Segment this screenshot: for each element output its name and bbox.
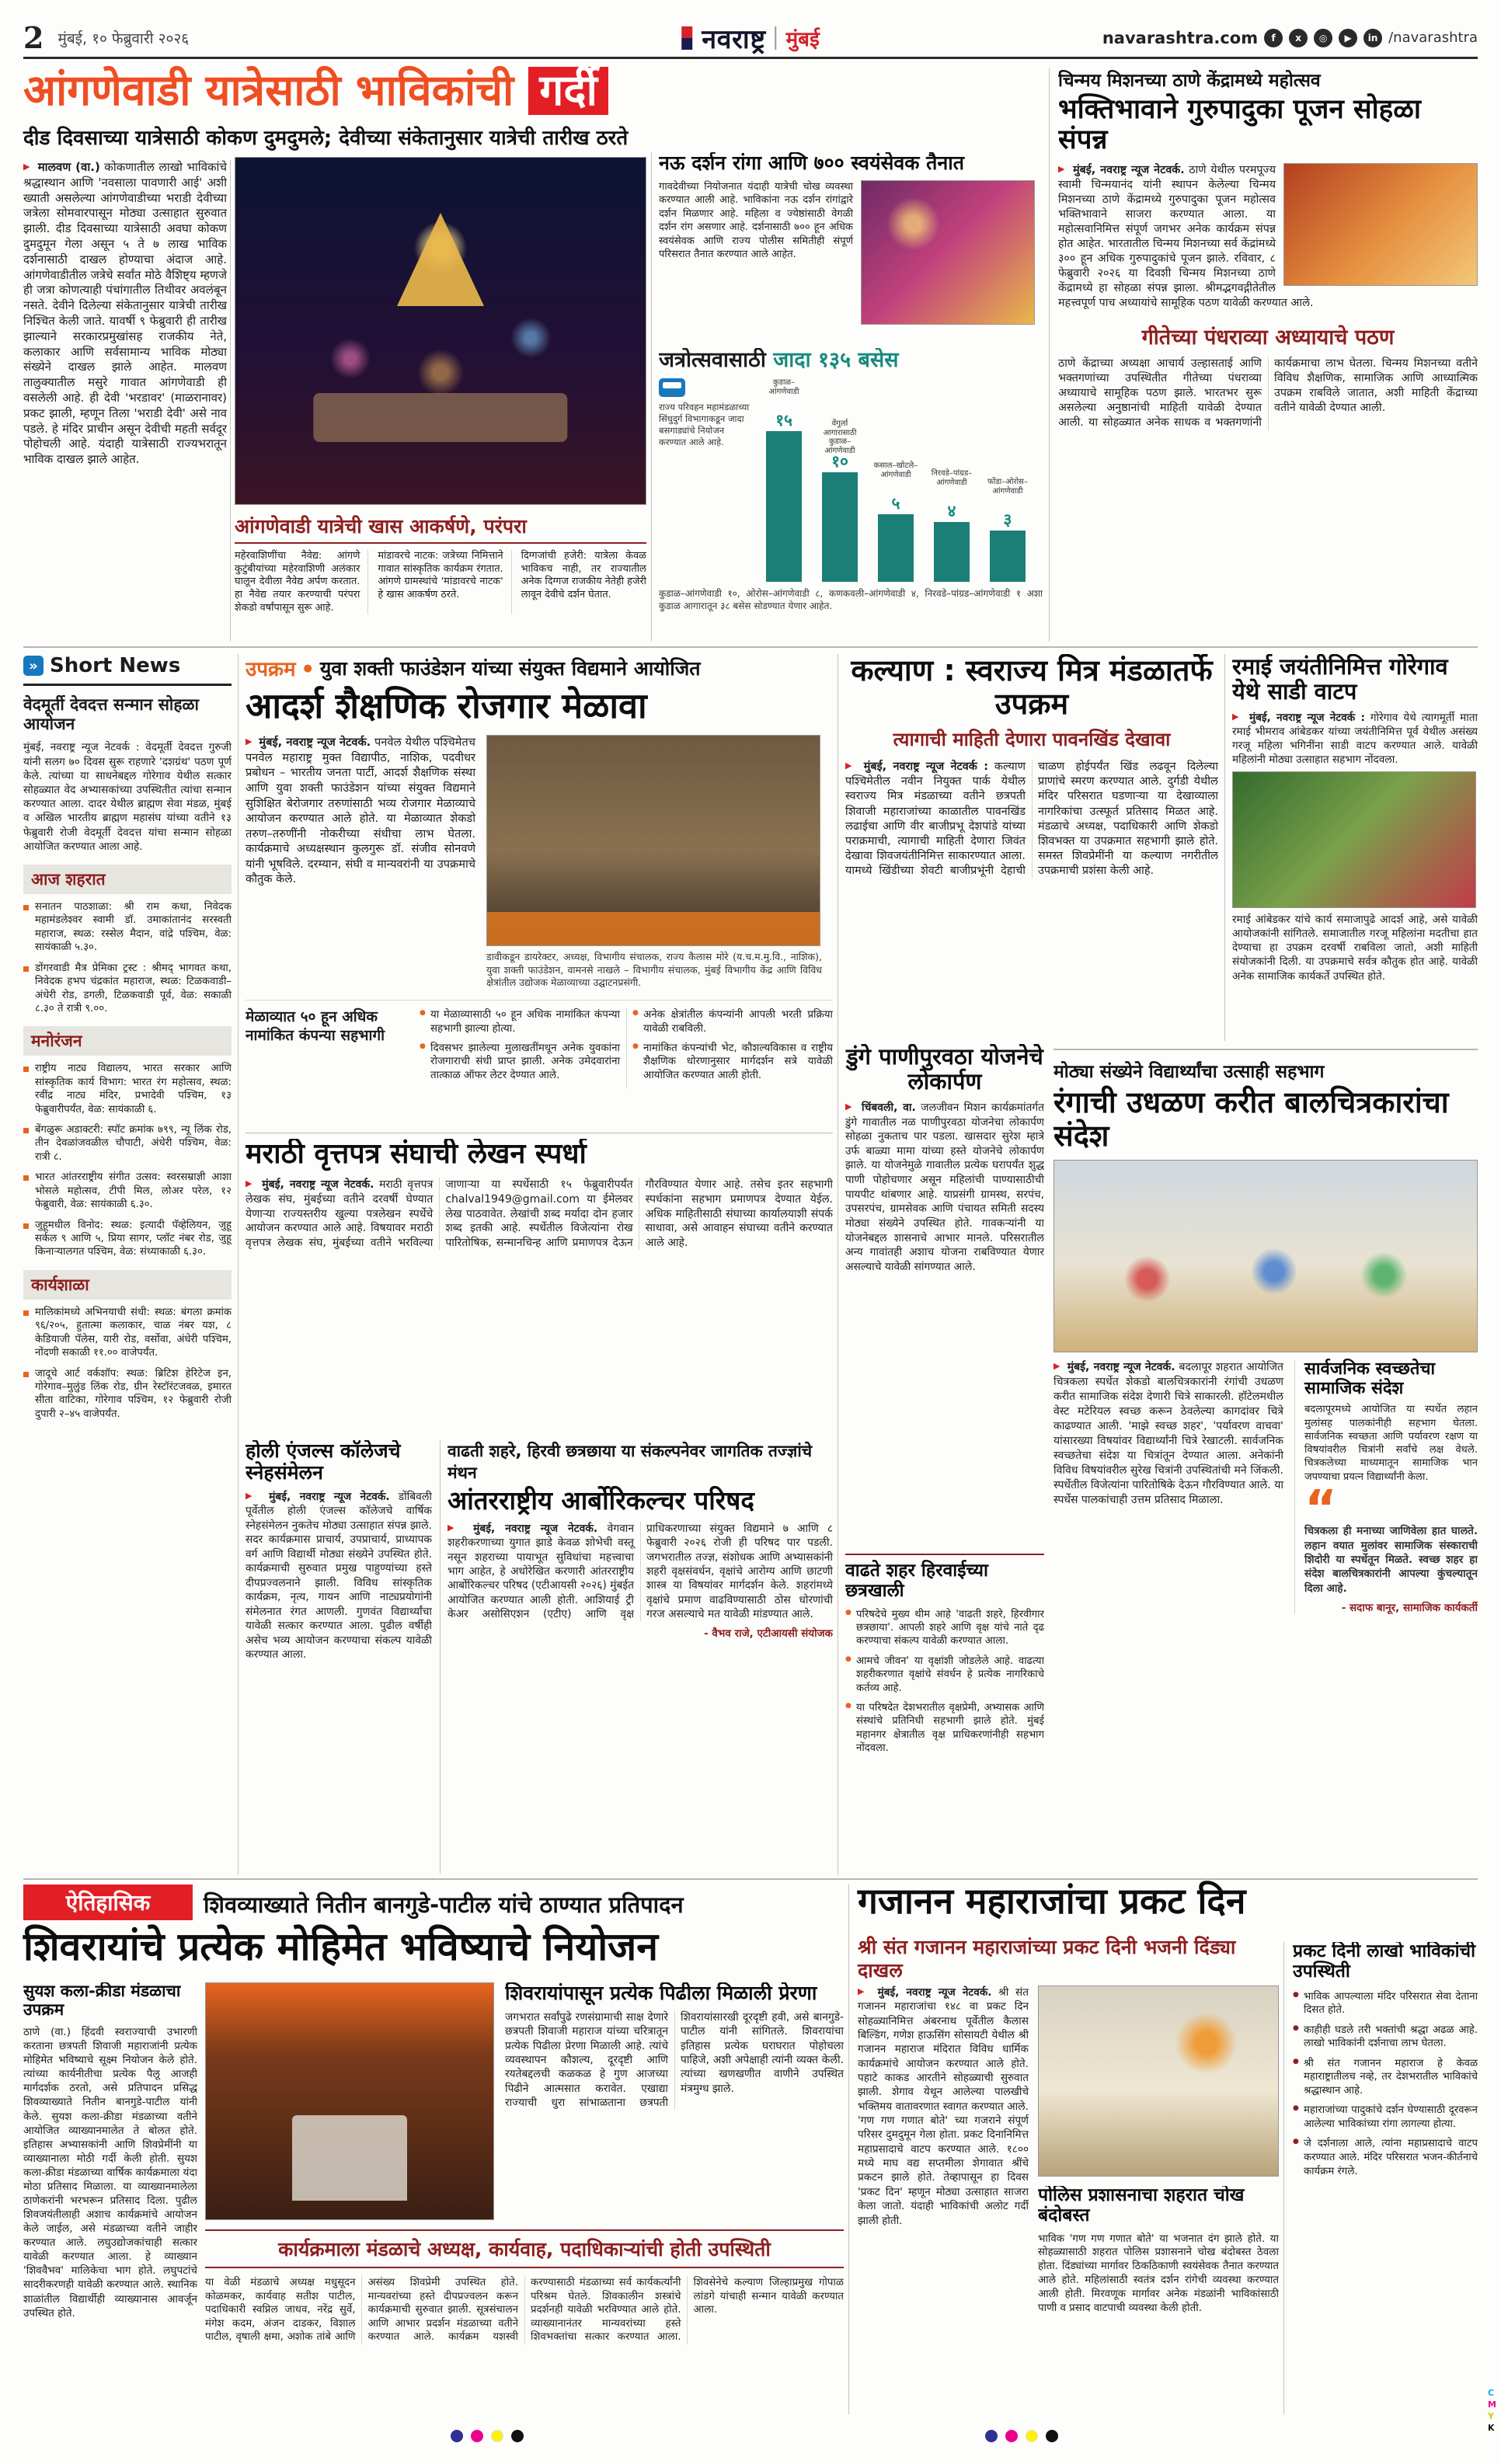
lekhan-body-block	[246, 1178, 833, 1250]
shiv-left-body: ठाणे (वा.) हिंदवी स्वराज्याची उभारणी करताना छत्रपती शिवाजी महाराजांनी प्रत्येक मोहिमेत भविष्याचे सूक्ष्म नियोजन केले होते. त्यांच्या कार्यनीतीचा प्रत्येक पैलू आजही मार्गदर्शक ठरतो, असे प्रतिपादन प्रसिद्ध शिवव्याख्याते नितीन बानगुडे-पाटील यांनी केले. सुयश कला-क्रीडा मंडळाच्या वतीने आयोजित व्याख्यानमालेत ते बोलत होते. इतिहास अभ्यासकांनी आणि शिवप्रेमींनी या व्याख्यानाला मोठी गर्दी केली होती. सुयश कला-क्रीडा मंडळाच्या वार्षिक कार्यक्रमाला यंदा मोठा प्रतिसाद मिळाला. या व्याख्यानमालेला ठाणेकरांनी भरभरून प्रतिसाद दिला. पुढील शिवजयंतीलाही अशाच कार्यक्रमांचे आयोजन केले जाईल, असे मंडळाच्या वतीने जाहीर करण्यात आले. लघुउद्योजकांचाही सत्कार यावेळी करण्यात आला. हे व्याख्यान 'शिववैभव' मालिकेचा भाग होते. लघुपटांचे सादरीकरणही यावेळी करण्यात आले. स्थानिक शाळांतील विद्यार्थीही व्याख्यानास आवर्जून उपस्थित होते.	[23, 2026, 197, 2320]
masthead	[681, 20, 820, 56]
arbo-body: वेगवान शहरीकरणाच्या युगात झाडे केवळ शोभेची वस्तू नसून शहराच्या पायाभूत सुविधांचा महत्त्वाचा भाग आहेत, हे अधोरेखित करणारी आंतरराष्ट्रीय आर्बोरिकल्चर परिषद (एटीआयसी २०२६) मुंबईत आयोजित करण्यात आली होती. आशियाई ट्री केअर असोसिएशन (एटीए) आणि वृक्ष प्राधिकरणाच्या संयुक्त विद्यमाने ७ आणि ८ फेब्रुवारी २०२६ रोजी ही परिषद पार पडली. जगभरातील तज्ज्ञ, संशोधक आणि अभ्यासकांनी शहरी वृक्षसंवर्धन, वृक्षांचे आरोग्य आणि छाटणी शास्त्र या विषयांवर मार्गदर्शन केले. शहरांमध्ये वृक्षांचे प्रमाण वाढविण्यासाठी ठोस धोरणांची गरज असल्याचे मत यावेळी मांडण्यात आले.	[448, 1522, 833, 1621]
page-header	[23, 19, 1478, 59]
x-icon: x	[1289, 29, 1308, 47]
jobfair-stage-photo	[486, 735, 820, 946]
list-item: ● जे दर्शनाला आले, त्यांना महाप्रसादाचे वाटप करण्यात आले. मंदिर परिसरात भजन-कीर्तनाचे कार्यक्रम रंगले.	[1293, 2137, 1478, 2178]
kalyan-body: कल्याण पश्चिमेतील नवीन नियुक्त पार्क येथील स्वराज्य मित्र मंडळाच्या वतीने छत्रपती शिवाजी महाराजांच्या काळातील पावनखिंड लढाईचा आणि वीर बाजीप्रभू देशपांडे यांच्या पराक्रमाची, त्यागाची माहिती देणारा जिवंत देखावा शिवजयंतीनिमित्त साकारण्यात आला. यामध्ये खिंडीच्या शेवटी बाजीप्रभूंनी देहाची चाळण होईपर्यंत खिंड लढवून दिलेल्या प्राणांचे स्मरण करण्यात आले. दुर्गडी येथील मंदिर परिसरात घडणाऱ्या या देखाव्याला नागरिकांचा उत्स्फूर्त प्रतिसाद मिळत आहे. मंडळाचे अध्यक्ष, पदाधिकारी आणि शेकडो शिवभक्त या उपक्रमात सहभागी झाले होते. समस्त शिवप्रेमींनी या कल्याण नगरीतील उपक्रमाची प्रशंसा केली आहे.	[845, 760, 1218, 878]
workshop-list	[23, 1306, 232, 1421]
chart-title	[659, 348, 1043, 372]
list-item: ● महाराजांच्या पादुकांचे दर्शन घेण्यासाठी दूरवरून आलेल्या भाविकांच्या रांगा लागल्या होत्या.	[1293, 2104, 1478, 2131]
jobfair-dateline: मुंबई, नवराष्ट्र न्यूज नेटवर्क.	[259, 736, 371, 750]
chart-bar-1: वेंगुर्ला आगारासाठी कुडाळ–आंगणेवाडी १०	[814, 419, 865, 582]
ramai-body-top: गोरेगाव येथे त्यागमूर्ती माता रमाई भीमराव आंबेडकर यांच्या जयंतीनिमित्त पूर्व येथील असंख्य गरजू महिला भगिनींना साडी वाटप करण्यात आले. यावेळी महिलांनी मोठ्या उत्साहात सहभाग नोंदवला.	[1232, 711, 1478, 767]
paragraph-arrow-icon: ▶	[246, 736, 252, 747]
shortnews-lead-body: मुंबई, नवराष्ट्र न्यूज नेटवर्क : वेदमूर्ती देवदत्त गुरुजी यांनी सलग ७० दिवस सुरू राहणारे 'दशग्रंथ' पठण पूर्ण केले. त्यांच्या या साधनेबद्दल गोरेगाव येथील सत्कार सोहळ्यात वेद अभ्यासकांच्या उपस्थितीत त्यांचा सन्मान करण्यात आला. दादर येथील ब्राह्मण सेवा मंडळ, मुंबई व अखिल भारतीय ब्राह्मण महासंघ यांच्या वतीने १३ फेब्रुवारी रोजी वेदमूर्ती देवदत्त यांचा सन्मान सोहळा आयोजित करण्यात आला आहे.	[23, 741, 232, 853]
jobfair-body: पनवेल येथील पश्चिमेतच पनवेल महाराष्ट्र मुक्त विद्यापीठ, नाशिक, पदवीधर प्रबोधन – भारतीय जनता पार्टी, आदर्श शैक्षणिक संस्था आणि युवा शक्ती फाउंडेशन यांच्या संयुक्त विद्यमाने सुशिक्षित बेरोजगार तरुणांसाठी भव्य रोजगार मेळाव्याचे आयोजन करण्यात आले होते. या मेळाव्यात शेकडो तरुण–तरुणींनी नोकरीच्या संधीचा लाभ घेतला. कार्यक्रमाचे अध्यक्षस्थान कुलगुरू डॉ. संजीव सोनवणे यांनी भूषविले. दरम्यान, संघी व मान्यवरांनी या उपक्रमाचे कौतुक केले.	[246, 736, 475, 886]
lead-dateline: मालवण (वा.)	[37, 160, 100, 174]
geeta-sub-headline: गीतेच्या पंधराव्या अध्यायाचे पठण	[1141, 325, 1395, 350]
yellow-letter: Y	[1488, 2411, 1495, 2421]
chart-bottom-note: कुडाळ–आंगणेवाडी १०, ओरोस–आंगणेवाडी ८, कणकवली–आंगणेवाडी ४, निरवडे–पांग्रड–आंगणेवाडी १ अशा कुडाळ आगारातून ३८ बसेस सोडण्यात येणार आहेत.	[659, 588, 1043, 611]
lekhan-article	[246, 1139, 833, 1432]
quote-attribution: - सदाफ बानूर, सामाजिक कार्यकर्ती	[1341, 1602, 1478, 1615]
quote-text: चित्रकला ही मनाच्या जाणिवेला हात घालते. लहान वयात मुलांवर सामाजिक संस्काराची शिदोरी या स्पर्धेतून मिळते. स्वच्छ शहर हा संदेश बालचित्रकारांनी आपल्या कुंचल्यातून दिला आहे.	[1304, 1525, 1478, 1595]
extra-buses-chart	[659, 348, 1043, 642]
feature-col-3: दिग्गजांची हजेरी: यात्रेला केवळ भाविकच नाही, तर राज्यातील अनेक दिग्गज राजकीय नेतेही हजेरी लावून देवीचे दर्शन घेतात.	[521, 550, 646, 600]
gajanan-headline: गजानन महाराजांचा प्रकट दिन	[858, 1880, 1246, 1922]
chart-bar-2: कसाल–खोटले–आंगणेवाडी ५	[870, 461, 921, 582]
gajanan-subhead: श्री संत गजानन महाराजांच्या प्रकट दिनी भजनी दिंड्या दाखल	[858, 1936, 1236, 1982]
police-title: पोलिस प्रशासनाचा शहरात चोख बंदोबस्त	[1038, 2186, 1245, 2226]
list-item: ● परिषदेचे मुख्य थीम आहे 'वाढती शहरे, हिरवीगार छत्रछाया'. आपली शहरे आणि वृक्ष यांचे नाते दृढ करण्याचा संकल्प यावेळी करण्यात आला.	[845, 1608, 1044, 1648]
list-item: डोंगरवाडी मैत्र प्रेमिका ट्रस्ट : श्रीमद् भागवत कथा, निवेदक हभप चंद्रकांत महाराज, स्थळ: टिळकवाडी–अंधेरी रोड, डगली, टिळकवाडी पूर्व, वेळ: सकाळी ८.३० ते रात्री ९.००.	[23, 962, 232, 1016]
magenta-dot-icon	[471, 2430, 483, 2442]
social-message-title: सार्वजनिक स्वच्छतेचा सामाजिक संदेश	[1304, 1359, 1436, 1398]
features-title: आंगणेवाडी यात्रेची खास आकर्षणे, परंपरा	[235, 513, 646, 544]
devotees-title: प्रकट दिनी लाखो भाविकांची उपस्थिती	[1293, 1942, 1476, 1982]
section-bar-entertainment: मनोरंजन	[23, 1026, 232, 1056]
yellow-dot-icon	[1026, 2430, 1038, 2442]
guru-headline: भक्तिभावाने गुरुपादुका पूजन सोहळा संपन्न	[1058, 94, 1421, 156]
list-item: राष्ट्रीय नाट्य विद्यालय, भारत सरकार आणि सांस्कृतिक कार्य विभाग: भारत रंग महोत्सव, स्थळ: रवींद्र नाट्य मंदिर, प्रभादेवी पश्चिम, १३ फेब्रुवारीपर्यंत, वेळ: सायंकाळी ६.	[23, 1062, 232, 1116]
speaker-podium-photo	[205, 1982, 494, 2220]
jobfair-bullets	[420, 1008, 833, 1088]
ramai-body-top-block	[1232, 711, 1478, 767]
ramai-headline: रमाई जयंतीनिमित्त गोरेगाव येथे साडी वाटप	[1232, 654, 1448, 705]
section-bar-city: आज शहरात	[23, 865, 232, 894]
shiv-box-body: या वेळी मंडळाचे अध्यक्ष मधुसूदन कोळमकर, कार्यवाह सतीश पाटील, पदाधिकारी स्वप्निल जाधव, नरेंद्र सुर्वे, मंगेश कदम, अंजन दाडकर, विशाल पाटील, वृषाली क्षमा, अशोक तांबे आणि असंख्य शिवप्रेमी उपस्थित होते. मान्यवरांच्या हस्ते दीपप्रज्वलन करून कार्यक्रमाची सुरुवात झाली. सूत्रसंचालन आणि आभार प्रदर्शन मंडळाच्या वतीने करण्यात आले. कार्यक्रम यशस्वी करण्यासाठी मंडळाच्या सर्व कार्यकर्त्यांनी परिश्रम घेतले. शिवकालीन शस्त्रांचे प्रदर्शनही यावेळी भरविण्यात आले होते. व्याख्यानानंतर मान्यवरांच्या हस्ते शिवभक्तांचा सत्कार करण्यात आला. शिवसेनेचे कल्याण जिल्हाप्रमुख गोपाळ लांडगे यांचाही सन्मान यावेळी करण्यात आला.	[205, 2277, 844, 2344]
shiv-center-body: जगभरात सर्वांपुढे रणसंग्रामाची साक्ष देणारे छत्रपती शिवाजी महाराज यांच्या चरित्रातून प्रत्येक पिढीला प्रेरणा मिळाली आहे. त्यांचे व्यवस्थापन कौशल्य, दूरदृष्टी आणि रयतेबद्दलची कळकळ हे गुण आजच्या पिढीने आत्मसात करावेत. एखाद्या राज्याची धुरा सांभाळताना छत्रपती शिवरायांसारखी दूरदृष्टी हवी, असे बानगुडे-पाटील यांनी सांगितले. शिवरायांचा इतिहास प्रत्येक घराघरात पोहोचला पाहिजे, अशी अपेक्षाही त्यांनी व्यक्त केली. त्यांच्या खणखणीत वाणीने उपस्थित मंत्रमुग्ध झाले.	[505, 2011, 844, 2110]
list-item: सनातन पाठशाळा: श्री राम कथा, निवेदक महामंडलेश्वर स्वामी डॉ. उमाकांतानंद सरस्वती महाराज, स्थळ: रस्सेल मैदान, वांद्रे पश्चिम, वेळ: सायंकाळी ५.३०.	[23, 900, 232, 955]
arbo-side-bullets	[845, 1608, 1044, 1756]
lead-headline-highlight: गर्दी	[528, 67, 608, 115]
lead-deck: दीड दिवसाच्या यात्रेसाठी कोकण दुमदुमले; देवीच्या संकेतानुसार यात्रेची तारीख ठरते	[23, 127, 629, 150]
chart-title-line1: जत्रोत्सवासाठी	[659, 348, 766, 372]
feature-col-1: महेरवाशिणींचा नैवेद्य: आंगणे कुटुंबीयांच्या महेरवाशिणी अलंकार घालून देवीला नैवेद्य अर्पण करतात. हा नैवेद्य तयार करण्याची परंपरा शेकडो वर्षांपासून सुरू आहे.	[235, 550, 368, 614]
youtube-icon: ▶	[1339, 29, 1357, 47]
quote-icon: “	[1304, 1481, 1338, 1539]
gajanan-body: श्री संत गजानन महाराजांचा १४८ वा प्रकट दिन सोहळ्यानिमित्त अंबरनाथ पूर्वेतील कैलास बिल्डिंग, गणेश हाऊसिंग सोसायटी येथील श्री गजानन महाराज मंदिरात विविध धार्मिक कार्यक्रमांचे आयोजन करण्यात आले होते. पहाटे काकड आरतीने सोहळ्याची सुरुवात झाली. शेगाव येथून आलेल्या पालखीचे भक्तिमय वातावरणात स्वागत करण्यात आले. 'गण गण गणात बोते' च्या गजराने संपूर्ण परिसर दुमदुमून गेला होता. प्रकट दिनानिमित्त महाप्रसादाचे वाटप करण्यात आले. १८०० मध्ये माघ वद्य सप्तमीला शेगावात श्रींचे प्रकटन झाले होते. तेव्हापासून हा दिवस 'प्रकट दिन' म्हणून मोठ्या उत्साहात साजरा केला जातो. यंदाही भाविकांची अलोट गर्दी झाली होती.	[858, 1986, 1029, 2227]
jobfair-kicker: युवा शक्ती फाउंडेशन यांच्या संयुक्त विद्यमाने आयोजित	[319, 657, 701, 680]
shiv-left-column	[23, 1982, 197, 2414]
page-number: 2	[23, 20, 44, 55]
shiv-box-title: कार्यक्रमाला मंडळाचे अध्यक्ष, कार्यवाह, पदाधिकाऱ्यांची होती उपस्थिती	[205, 2229, 844, 2268]
chart-bar-4: फोंडा–ओरोस–आंगणेवाडी ३	[982, 478, 1033, 582]
magenta-letter: M	[1488, 2400, 1496, 2410]
geeta-sub-body: ठाणे केंद्राच्या अध्यक्षा आचार्य उल्हासताई आणि भक्तगणांच्या उपस्थितीत गीतेच्या पंधराव्या अध्यायाचे सामूहिक पठण झाले. भारतभर सुरू असलेल्या अनुष्ठानांची माहिती यावेळी देण्यात आली. या सोहळ्यात अनेक साधक व भक्तगणांनी कार्यक्रमाचा लाभ घेतला. चिन्मय मिशनच्या वतीने विविध शैक्षणिक, सामाजिक आणि आध्यात्मिक उपक्रम राबविले जातात, अशी माहिती केंद्राच्या वतीने यावेळी देण्यात आली.	[1058, 357, 1478, 430]
kicker-dot-icon: ●	[303, 662, 312, 674]
kalyan-headline: कल्याण : स्वराज्य मित्र मंडळातर्फे उपक्रम	[851, 654, 1213, 721]
black-dot-icon	[511, 2430, 524, 2442]
registration-marks-right	[985, 2430, 1058, 2442]
chart-bar-0: कुडाळ–आंगणेवाडी १५	[758, 378, 810, 582]
yellow-dot-icon	[491, 2430, 503, 2442]
paragraph-arrow-icon: ▶	[1053, 1361, 1060, 1372]
painting-body-block	[1053, 1360, 1283, 1614]
lead-body: कोकणातील लाखो भाविकांचे श्रद्धास्थान आणि 'नवसाला पावणारी आई' अशी ख्याती असलेल्या आंगणेवाडीच्या भराडी देवीच्या जत्रेला सोमवारपासून मोठ्या उत्साहात सुरुवात झाली. दीड दिवसाच्या यात्रेसाठी अवघा कोकण दुमदुमून गेला असून ५ ते ७ लाख भाविक दर्शनासाठी दाखल होण्याचा अंदाज आहे. आंगणेवाडीतील जत्रेचे सर्वांत मोठे वैशिष्ट्य म्हणजे ही जत्रा कोणत्याही पंचांगातील तिथीवर अवलंबून नसते. देवीने दिलेल्या संकेतानुसार यात्रेची तारीख निश्चित केली जाते. यावर्षी ९ फेब्रुवारी ही तारीख झाल्याने सरकारप्रमुखांसह राजकीय नेते, कलाकार आणि सर्वसामान्य भाविक मोठ्या संख्येने दाखल झाले आहेत. मालवण तालुक्यातील मसुरे गावात आंगणेवाडी ही वसलेली आहे. ही देवी 'भरडावर' (माळरानावर) प्रकट झाली, म्हणून तिला 'भराडी देवी' असे नाव पडले. हे मंदिर प्राचीन असून देवीची महती सर्वदूर पोहोचली आहे. यंदाही यात्रेसाठी राज्यभरातून भाविक दाखल झाले आहेत.	[23, 160, 227, 467]
kalyan-body-block	[845, 760, 1218, 879]
shiv-headline: शिवरायांचे प्रत्येक मोहिमेत भविष्याचे नियोजन	[23, 1924, 659, 1969]
guru-paduka-article	[1058, 67, 1478, 642]
feature-col-2: मांडावरचे नाटक: जत्रेच्या निमित्ताने गावात सांस्कृतिक कार्यक्रम रंगतात. आंगणे ग्रामस्थांचे 'मांडावरचे नाटक' हे खास आकर्षण ठरते.	[378, 550, 511, 614]
jobfair-headline: आदर्श शैक्षणिक रोजगार मेळावा	[246, 685, 647, 726]
volunteers-title: नऊ दर्शन रांगा आणि ७०० स्वयंसेवक तैनात	[659, 152, 964, 174]
kalyan-subhead: त्यागाची माहिती देणारा पावनखिंड देखावा	[893, 729, 1171, 751]
dunge-article	[845, 1044, 1044, 1546]
list-item: मालिकांमध्ये अभिनयाची संधी: स्थळ: बंगला क्रमांक ९६/२०५, हुतात्मा कलाकार, चाळ नंबर यश, ८ केडियाजी पॅलेस, यारी रोड, वर्सोवा, अंधेरी पश्चिम, नोंदणी सकाळी ११.०० वाजेपर्यंत.	[23, 1306, 232, 1360]
cyan-dot-icon	[451, 2430, 463, 2442]
guru-body-block	[1058, 163, 1478, 311]
jobfair-highlight-title: मेळाव्यात ५० हून अधिक नामांकित कंपन्या सहभागी	[246, 1008, 385, 1044]
saree-distribution-photo	[1232, 771, 1476, 908]
shiv-kicker: शिवव्याख्याते नितीन बानगुडे-पाटील यांचे ठाण्यात प्रतिपादन	[204, 1892, 684, 1918]
paragraph-arrow-icon: ▶	[845, 760, 855, 771]
masthead-edition: मुंबई	[785, 27, 820, 51]
temple-night-photo	[235, 157, 646, 505]
linkedin-icon: in	[1363, 29, 1382, 47]
paragraph-arrow-icon: ▶	[448, 1522, 461, 1533]
shiv-center-column	[505, 1982, 844, 2220]
painting-headline: रंगाची उधळण करीत बालचित्रकारांचा संदेश	[1053, 1085, 1449, 1153]
guru-paduka-photo	[1283, 163, 1478, 286]
volunteers-box	[659, 152, 1043, 339]
paragraph-arrow-icon: ▶	[1232, 711, 1242, 722]
shiv-attendees-box	[205, 2229, 844, 2414]
arbo-side-box	[845, 1554, 1044, 1874]
dunge-headline: डुंगे पाणीपुरवठा योजनेचे लोकार्पण	[846, 1044, 1043, 1095]
city-events-list	[23, 900, 232, 1015]
gajanan-dateline: मुंबई, नवराष्ट्र न्यूज नेटवर्क.	[877, 1986, 992, 1999]
holy-body-block	[246, 1490, 432, 1662]
police-body: भाविक 'गण गण गणात बोते' या भजनात दंग झाले होते. या सोहळ्यासाठी शहरात पोलिस प्रशासनाने चोख बंदोबस्त ठेवला होता. दिंड्यांच्या मार्गावर ठिकठिकाणी स्वयंसेवक तैनात करण्यात आले होते. महिलांसाठी स्वतंत्र दर्शन रांगेची व्यवस्था करण्यात आली होती. मिरवणूक मार्गावर अनेक मंडळांनी भाविकांसाठी पाणी व प्रसाद वाटपाची व्यवस्था केली होती.	[1038, 2233, 1279, 2314]
list-item: ● या परिषदेत देशभरातील वृक्षप्रेमी, अभ्यासक आणि संस्थांचे प्रतिनिधी सहभागी झाले होते. मुंबई महानगर क्षेत्रातील वृक्ष प्राधिकरणांनीही सहभाग नोंदवला.	[845, 1701, 1044, 1756]
historic-section-tag: ऐतिहासिक	[23, 1885, 193, 1920]
police-bandobast-block	[1038, 2186, 1279, 2414]
bus-icon	[659, 378, 685, 397]
paragraph-arrow-icon: ▶	[858, 1986, 868, 1996]
arbo-side-title: वाढते शहर हिरवाईच्या छत्रखाली	[845, 1561, 988, 1601]
header-contact	[1102, 29, 1478, 47]
holy-headline: होली एंजल्स कॉलेजचे स्नेहसंमेलन	[246, 1440, 401, 1484]
painting-kicker: मोठ्या संख्येने विद्यार्थ्यांचा उत्साही सहभाग	[1053, 1062, 1325, 1082]
gajanan-body-column	[858, 1985, 1029, 2414]
guru-body: ठाणे येथील परमपूज्य स्वामी चिन्मयानंद यांनी स्थापन केलेल्या चिन्मय मिशनच्या ठाणे केंद्रामध्ये गुरुपादुका पूजन महोत्सव भक्तिभावाने साजरा करण्यात आला. या महोत्सवानिमित्त संपूर्ण जगभर अनेक कार्यक्रम संपन्न होत आहेत. भारतातील चिन्मय मिशनच्या सर्व केंद्रांमध्ये ३०० हून अधिक गुरुपादुकांचे पूजन झाले. रविवार, ८ फेब्रुवारी २०२६ या दिवशी चिन्मय मिशनच्या ठाणे केंद्रामध्ये हा सोहळा संपन्न झाला. श्रीमद्भगवद्गीतेतील महत्त्वपूर्ण पाच अध्यायांचे सामूहिक पठण यावेळी करण्यात आले.	[1058, 164, 1314, 310]
black-letter: K	[1488, 2423, 1495, 2433]
holy-angels-article	[246, 1440, 432, 1874]
chart-title-line2: जादा १३५ बसेस	[773, 348, 899, 372]
edition-date: मुंबई, १० फेब्रुवारी २०२६	[57, 30, 190, 47]
chart-bar-3: निरवडे–पांग्रड–आंगणेवाडी ४	[926, 469, 977, 582]
yatra-features	[235, 513, 646, 642]
list-item: जादूचे आर्ट वर्कशॉप: स्थळ: ब्रिटिश हेरिटेज इन, गोरेगाव–मुलुंड लिंक रोड, ग्रीन रेस्टॉरंटजवळ, इमारत सीता वाटिका, गोरेगाव पश्चिम, १२ फेब्रुवारी रोजी दुपारी २–४५ वाजेपर्यंत.	[23, 1367, 232, 1422]
jobfair-kicker-label: उपक्रम	[246, 658, 296, 681]
holy-body: डोंबिवली पूर्वेतील होली एंजल्स कॉलेजचे वार्षिक स्नेहसंमेलन नुकतेच मोठ्या उत्साहात संपन्न झाले. सदर कार्यक्रमास प्राचार्य, उपप्राचार्य, प्राध्यापक वर्ग आणि विद्यार्थी मोठ्या संख्येने उपस्थित होते. कार्यक्रमाची सुरुवात प्रमुख पाहुण्यांच्या हस्ते दीपप्रज्वलनाने झाली. विविध सांस्कृतिक कार्यक्रम, नृत्य, गायन आणि नाट्यप्रयोगांनी संमेलनात रंगत आणली. गुणवंत विद्यार्थ्यांचा यावेळी सत्कार करण्यात आला. पुढील वर्षीही असेच भव्य आयोजन करण्याचा संकल्प यावेळी करण्यात आला.	[246, 1491, 432, 1662]
lekhan-headline: मराठी वृत्तपत्र संघाची लेखन स्पर्धा	[246, 1139, 587, 1170]
palkhi-procession-photo	[1038, 1985, 1279, 2177]
masthead-logo-icon	[681, 26, 692, 50]
cyan-dot-icon	[985, 2430, 998, 2442]
guru-dateline: मुंबई, नवराष्ट्र न्यूज नेटवर्क.	[1073, 164, 1185, 177]
shortnews-lead-headline: वेदमूर्ती देवदत्त सन्मान सोहळा आयोजन	[23, 695, 199, 734]
lekhan-body: मराठी वृत्तपत्र लेखक संघ, मुंबईच्या वतीने दरवर्षी घेण्यात येणाऱ्या राज्यस्तरीय खुल्या पत्रलेखन स्पर्धेचे आयोजन करण्यात आले आहे. विषयावर मराठी वृत्तपत्र लेखक संघ, मुंबईच्या वतीने भरविल्या जाणाऱ्या या स्पर्धेसाठी १५ फेब्रुवारीपर्यंत chalval1949@gmail.com या ईमेलवर लेख पाठवावेत. लेखांची शब्द मर्यादा दोन हजार शब्द इतकी आहे. स्पर्धेतील विजेत्यांना रोख पारितोषिक, सन्मानचिन्ह आणि प्रमाणपत्र देऊन गौरविण्यात येणार आहे. तसेच इतर सहभागी स्पर्धकांना सहभाग प्रमाणपत्र देण्यात येईल. अधिक माहितीसाठी संघाच्या कार्यालयाशी संपर्क साधावा, असे आवाहन संघाच्या वतीने करण्यात आले आहे.	[246, 1178, 833, 1249]
list-item: ● श्री संत गजानन महाराज हे केवळ महाराष्ट्रातीलच नव्हे, तर देशभरातील भाविकांचे श्रद्धास्थान आहे.	[1293, 2057, 1478, 2098]
jobfair-photo-caption: डावीकडून डायरेक्टर, अध्यक्ष, विभागीय संचालक, राज्य कैलास मोरे (य.च.म.मु.वि., नाशिक), युवा शक्ती फाउंडेशन, वामनसे नाखले – विभागीय संचालक, मुंबई विभागीय केंद्र आणि विविध क्षेत्रांतील उद्योजक मेळाव्याच्या उद्घाटनप्रसंगी.	[486, 951, 822, 988]
holy-dateline: मुंबई, नवराष्ट्र न्यूज नेटवर्क.	[269, 1491, 390, 1503]
ramai-body-bottom: रमाई आंबेडकर यांचे कार्य समाजापुढे आदर्श आहे, असे यावेळी आयोजकांनी सांगितले. समाजातील गरजू महिलांना मदतीचा हात देण्याचा हा उपक्रम दरवर्षी राबविला जातो, अशी माहिती संयोजकांनी दिली. या उपक्रमाचे सर्वत्र कौतुक होत आहे. यावेळी अनेक सामाजिक कार्यकर्ते उपस्थित होते.	[1232, 914, 1478, 983]
list-item: ● अनेक क्षेत्रांतील कंपन्यांनी आपली भरती प्रक्रिया यावेळी राबविली.	[632, 1008, 833, 1035]
volunteers-body: गावदेवीच्या नियोजनात यंदाही यात्रेची चोख व्यवस्था करण्यात आली आहे. भाविकांना नऊ दर्शन रांगांद्वारे दर्शन मिळणार आहे. महिला व ज्येष्ठांसाठी वेगळी दर्शन रांग असणार आहे. दर्शनासाठी ७०० हून अधिक स्वयंसेवक आणि राज्य पोलीस समितीही संपूर्ण परिसरात तैनात करण्यात आले आहेत.	[659, 181, 853, 261]
entertainment-list	[23, 1062, 232, 1258]
lead-headline-text: आंगणेवाडी यात्रेसाठी भाविकांची	[23, 65, 514, 115]
lekhan-dateline: मुंबई, नवराष्ट्र न्यूज नेटवर्क.	[262, 1178, 374, 1192]
website-url: navarashtra.com	[1102, 28, 1259, 47]
social-message-box	[1294, 1360, 1478, 1614]
yatra-crowd-photo	[861, 180, 1035, 325]
list-item: ● आमचे जीवन' या वृक्षांशी जोडलेले आहे. वाढत्या शहरीकरणात वृक्षांचे संवर्धन हे प्रत्येक नागरिकाचे कर्तव्य आहे.	[845, 1655, 1044, 1695]
jobfair-body-block	[246, 735, 475, 989]
cyan-letter: C	[1488, 2388, 1495, 2398]
list-item: ● काहीही घडले तरी भक्तांची श्रद्धा अढळ आहे. लाखो भाविकांनी दर्शनाचा लाभ घेतला.	[1293, 2024, 1478, 2051]
paragraph-arrow-icon: ▶	[246, 1491, 258, 1501]
paragraph-arrow-icon: ▶	[246, 1178, 254, 1189]
painting-dateline: मुंबई, नवराष्ट्र न्यूज नेटवर्क.	[1067, 1361, 1175, 1374]
paragraph-arrow-icon: ▶	[1058, 164, 1066, 175]
arbo-kicker: वाढती शहरे, हिरवी छत्रछाया या संकल्पनेवर जागतिक तज्ज्ञांचे मंथन	[448, 1442, 813, 1482]
shiv-left-title: सुयश कला-क्रीडा मंडळाचा उपक्रम	[23, 1982, 181, 2019]
masthead-divider	[775, 26, 777, 50]
list-item: जुहूमधील विनोद: स्थळ: इत्यादी पॅव्हेलियन, जुहू सर्कल ९ आणि ५, प्रिया सागर, प्लॉट नंबर रोड, जुहू किनाऱ्यालगत पश्चिम, वेळ: संध्याकाळी ६.३०.	[23, 1219, 232, 1259]
section-bar-workshop: कार्यशाळा	[23, 1270, 232, 1300]
arboriculture-article	[448, 1440, 833, 1874]
list-item: ● दिवसभर झालेल्या मुलाखतींमधून अनेक युवकांना रोजगाराची संधी प्राप्त झाली. अनेक उमेदवारांना तात्काळ ऑफर लेटर देण्यात आले.	[420, 1042, 620, 1082]
painting-article	[1053, 1058, 1478, 1874]
list-item: ● नामांकित कंपन्यांची भेट, कौशल्यविकास व राष्ट्रीय शैक्षणिक धोरणानुसार मार्गदर्शन सत्रे यावेळी आयोजित करण्यात आली होती.	[632, 1042, 833, 1082]
ramai-dateline: मुंबई, नवराष्ट्र न्यूज नेटवर्क :	[1249, 711, 1365, 724]
registration-marks-left	[451, 2430, 524, 2442]
arbo-signoff: - वैभव राजे, एटीआयसी संयोजक	[704, 1627, 833, 1641]
masthead-title: नवराष्ट्र	[702, 23, 766, 55]
bus-chart-bars	[758, 378, 1043, 582]
job-fair-article	[246, 654, 833, 1129]
shiv-center-title: शिवरायांपासून प्रत्येक पिढीला मिळाली प्रेरणा	[505, 1982, 817, 2004]
dunge-body: जलजीवन मिशन कार्यक्रमांतर्गत डुंगे गावातील नळ पाणीपुरवठा योजनेचा लोकार्पण सोहळा नुकताच पार पडला. खासदार सुरेश म्हात्रे उर्फ बाळ्या मामा यांच्या हस्ते योजनेचे लोकार्पण झाले. या योजनेमुळे गावातील प्रत्येक घरापर्यंत शुद्ध पाणी पोहोचणार असून महिलांची पाण्यासाठीची पायपीट थांबणार आहे. याप्रसंगी ग्रामस्थ, सरपंच, उपसरपंच, ग्रामसेवक आणि पंचायत समिती सदस्य मोठ्या संख्येने उपस्थित होते. गावकऱ्यांनी या योजनेबद्दल शासनाचे आभार मानले. परिसरातील अन्य गावांतही अशाच योजना राबविण्यात येणार असल्याचे यावेळी सांगण्यात आले.	[845, 1101, 1044, 1273]
short-news-sidebar	[23, 654, 232, 1875]
list-item: बेंगळुरू अडाक्टरी: स्पॉट क्रमांक ७९९, न्यू लिंक रोड, तीन देवळांजवळील चौपाटी, अंधेरी पश्चिम, वेळ: रात्री ८.	[23, 1123, 232, 1164]
guru-kicker: चिन्मय मिशनच्या ठाणे केंद्रामध्ये महोत्सव	[1058, 71, 1321, 91]
lead-body-column	[23, 160, 227, 643]
kalyan-article	[845, 654, 1218, 1036]
chart-side-note-block	[659, 378, 758, 582]
dunge-body-block	[845, 1101, 1044, 1275]
painting-body: बदलापूर शहरात आयोजित चित्रकला स्पर्धेत शेकडो बालचित्रकारांनी रंगांची उधळण करीत सामाजिक संदेश देणारी चित्रे साकारली. हॉटेलमधील वेस्ट मटेरियल स्वच्छ करून ठेवलेल्या कागदांवर चित्रे काढण्यात आली. 'माझे स्वच्छ शहर', 'पर्यावरण वाचवा' यांसारख्या विषयांवर विद्यार्थ्यांनी चित्रे रेखाटली. सार्वजनिक स्वच्छतेचा संदेश या चित्रांतून देण्यात आला. अनेकांनी विविध विषयांवरील सुरेख चित्रांनी उपस्थितांची मने जिंकली. स्पर्धेतील विजेत्यांना पारितोषिके देऊन गौरविण्यात आले. या स्पर्धेस पालकांचाही उत्तम प्रतिसाद मिळाला.	[1053, 1361, 1283, 1507]
short-news-title: Short News	[50, 654, 181, 677]
list-item: ● या मेळाव्यासाठी ५० हून अधिक नामांकित कंपन्या सहभागी झाल्या होत्या.	[420, 1008, 620, 1035]
list-item: ● भाविक आपल्याला मंदिर परिसरात सेवा देताना दिसत होते.	[1293, 1990, 1478, 2017]
social-message-body: बदलापूरमध्ये आयोजित या स्पर्धेत लहान मुलांसह पालकांनीही सहभाग घेतला. सार्वजनिक स्वच्छता आणि पर्यावरण रक्षण या विषयांवरील चित्रांनी सर्वांचे लक्ष वेधले. चित्रकलेच्या माध्यमातून सामाजिक भान जपण्याचा प्रयत्न विद्यार्थ्यांनी केला.	[1304, 1404, 1478, 1483]
magenta-dot-icon	[1005, 2430, 1018, 2442]
arbo-dateline: मुंबई, नवराष्ट्र न्यूज नेटवर्क.	[473, 1522, 598, 1535]
paragraph-arrow-icon: ▶	[23, 162, 31, 172]
black-dot-icon	[1046, 2430, 1058, 2442]
instagram-icon: ◎	[1314, 29, 1332, 47]
lead-headline	[23, 67, 1047, 115]
list-item: भारत आंतरराष्ट्रीय संगीत उत्सव: स्वरसम्राज्ञी आशा भोसले महोत्सव, टीपी मिल, लोअर परेल, १२ फेब्रुवारी, वेळ: सायंकाळी ६.३०.	[23, 1171, 232, 1211]
arbo-headline: आंतरराष्ट्रीय आर्बोरिकल्चर परिषद	[448, 1485, 754, 1516]
social-handle: /navarashtra	[1388, 30, 1478, 46]
paragraph-arrow-icon: ▶	[845, 1101, 854, 1112]
short-news-header	[23, 654, 232, 686]
chart-side-note: राज्य परिवहन महामंडळाच्या सिंधुदुर्ग विभागाकडून जादा बसगाड्यांचे नियोजन करण्यात आले आहे.	[659, 402, 750, 447]
kalyan-dateline: मुंबई, नवराष्ट्र न्यूज नेटवर्क :	[863, 760, 988, 774]
ramai-article	[1232, 654, 1478, 1041]
gajanan-right-column	[1293, 1942, 1478, 2414]
arbo-body-block	[448, 1522, 833, 1621]
facebook-icon: f	[1264, 29, 1283, 47]
short-news-icon: »	[23, 656, 44, 676]
devotees-bullets	[1293, 1990, 1478, 2179]
child-artists-photo	[1053, 1160, 1478, 1352]
dunge-dateline: चिंबवली, वा.	[862, 1101, 916, 1114]
cmyk-marks	[1488, 2388, 1496, 2433]
